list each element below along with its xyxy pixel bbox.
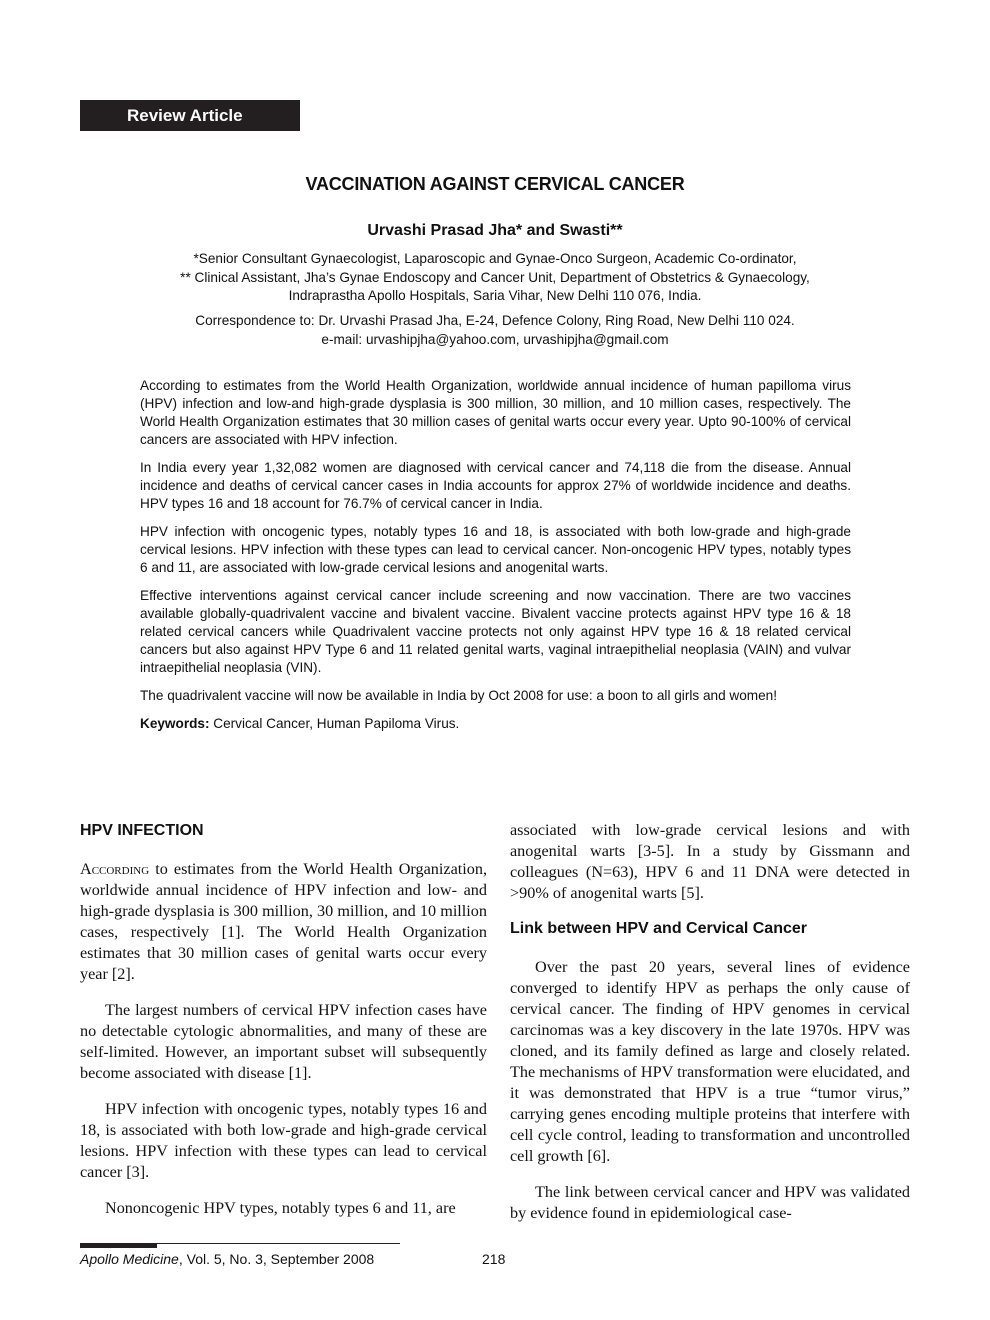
journal-name: Apollo Medicine (80, 1251, 179, 1267)
affiliation-block (100, 250, 890, 306)
section-heading-link: Link between HPV and Cervical Cancer (510, 920, 807, 937)
body-paragraph: The link between cervical cancer and HPV was validated by evidence found in epidemiological case- (510, 1183, 910, 1222)
article-type-badge: Review Article (80, 100, 300, 131)
abstract-paragraph: According to estimates from the World Health Organization, worldwide annual incidence of human papilloma virus (HPV) infection and low-and high-grade dysplasia is 300 million, 30 million, and 10 million cases, respectively. The World Health Organization estimates that 30 million cases of genital warts occur every year. Upto 90-100% of cervical cancers are associated with HPV infection. (140, 378, 851, 447)
correspondence-line: Correspondence to: Dr. Urvashi Prasad Jha, E-24, Defence Colony, Ring Road, New Delhi 110 024. (195, 313, 795, 328)
left-column (80, 820, 487, 1234)
affiliation-line: *Senior Consultant Gynaecologist, Laparoscopic and Gynae-Onco Surgeon, Academic Co-ordinator, (193, 251, 797, 266)
abstract-paragraph: In India every year 1,32,082 women are diagnosed with cervical cancer and 74,118 die from the disease. Annual incidence and deaths of cervical cancer cases in India accounts for approx 27% of worldwide incidence and deaths. HPV types 16 and 18 account for 76.7% of cervical cancer in India. (140, 460, 851, 511)
affiliation-line: ** Clinical Assistant, Jha’s Gynae Endoscopy and Cancer Unit, Department of Obstetrics & Gynaecology, (180, 269, 810, 285)
keywords (140, 715, 851, 733)
email-line: e-mail: urvashipjha@yahoo.com, urvashipjha@gmail.com (321, 331, 669, 347)
abstract-paragraph: The quadrivalent vaccine will now be available in India by Oct 2008 for use: a boon to all girls and women! (140, 688, 778, 703)
journal-issue: , Vol. 5, No. 3, September 2008 (178, 1251, 375, 1267)
keywords-label: Keywords: (140, 716, 210, 731)
body-paragraph: The largest numbers of cervical HPV infection cases have no detectable cytologic abnormalities, and many of these are self-limited. However, an important subset will subsequently become associated with disease [1]. (80, 1001, 487, 1082)
keywords-text: Cervical Cancer, Human Papiloma Virus. (209, 716, 460, 731)
body-paragraph (80, 859, 487, 985)
affiliation-line: Indraprastha Apollo Hospitals, Saria Vihar, New Delhi 110 076, India. (288, 288, 702, 303)
right-column (510, 820, 910, 1239)
abstract (140, 377, 851, 743)
body-paragraph: associated with low-grade cervical lesions and with anogenital warts [3-5]. In a study by Gissmann and colleagues (N=63), HPV 6 and 11 DNA were detected in >90% of anogenital warts [5]. (510, 821, 910, 902)
body-paragraph: Nononcogenic HPV types, notably types 6 and 11, are (105, 1199, 456, 1217)
footer-accent-bar (80, 1243, 157, 1248)
article-title: VACCINATION AGAINST CERVICAL CANCER (305, 174, 685, 194)
abstract-paragraph: Effective interventions against cervical cancer include screening and now vaccination. There are two vaccines available globally-quadrivalent vaccine and bivalent vaccine. Bivalent vaccine protects against HPV type 16 & 18 related cervical cancers while Quadrivalent vaccine protects not only against HPV type 16 & 18 related cervical cancers but also against HPV Type 6 and 11 related genital warts, vaginal intraepithelial neoplasia (VAIN) and vulvar intraepithelial neoplasia (VIN). (140, 588, 851, 675)
body-paragraph: HPV infection with oncogenic types, notably types 16 and 18, is associated with both low-grade and high-grade cervical lesions. HPV infection with these types can lead to cervical cancer [3]. (80, 1100, 487, 1181)
abstract-paragraph: HPV infection with oncogenic types, notably types 16 and 18, is associated with both low-grade and high-grade cervical lesions. HPV infection with these types can lead to cervical cancer. Non-oncogenic HPV types, notably types 6 and 11, are associated with low-grade cervical lesions and anogenital warts. (140, 524, 851, 575)
drop-word: According (80, 860, 150, 878)
page-number: 218 (482, 1251, 506, 1267)
footer-citation (80, 1251, 374, 1267)
section-heading-hpv-infection: HPV INFECTION (80, 822, 204, 839)
correspondence-block (100, 312, 890, 349)
authors: Urvashi Prasad Jha* and Swasti** (367, 222, 623, 239)
paragraph-text: to estimates from the World Health Organization, worldwide annual incidence of HPV infection and low- and high-grade dysplasia is 300 million, 30 million, and 10 million cases, respectively [1]. The World Health Organization estimates that 30 million cases of genital warts occur every year [2]. (80, 860, 487, 983)
body-paragraph: Over the past 20 years, several lines of evidence converged to identify HPV as perhaps the only cause of cervical cancer. The finding of HPV genomes in cervical carcinomas was a key discovery in the late 1970s. HPV was cloned, and its family defined as large and closely related. The mechanisms of HPV transformation were elucidated, and it was demonstrated that HPV is a true “tumor virus,” carrying genes encoding multiple proteins that interfere with cell cycle control, leading to transformation and uncontrolled cell growth [6]. (510, 958, 910, 1165)
